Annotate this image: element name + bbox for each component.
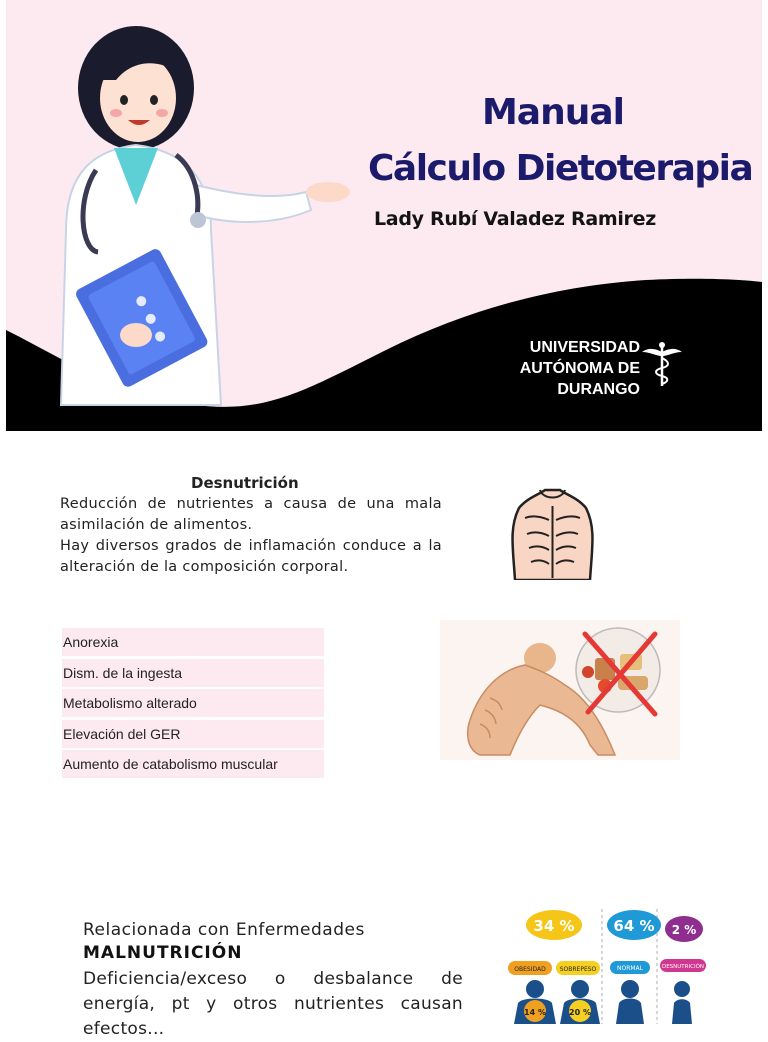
list-item: Dism. de la ingesta bbox=[62, 659, 324, 687]
infographic-label-normal: NORMAL bbox=[616, 965, 644, 972]
university-line1: UNIVERSIDAD bbox=[529, 339, 640, 356]
malnutricion-title: MALNUTRICIÓN bbox=[83, 943, 243, 963]
caduceus-icon bbox=[640, 340, 684, 388]
university-name bbox=[500, 337, 640, 400]
list-item: Elevación del GER bbox=[62, 720, 324, 748]
cover-author: Lady Rubí Valadez Ramirez bbox=[374, 208, 656, 230]
desnutricion-paragraph-2: Hay diversos grados de inflamación conduce a la alteración de la composición corporal. bbox=[60, 538, 442, 575]
list-item: Anorexia bbox=[62, 628, 324, 656]
university-line2: AUTÓNOMA DE bbox=[519, 360, 640, 377]
desnutricion-title: Desnutrición bbox=[191, 474, 299, 492]
infographic-sub-14: 14 % bbox=[524, 1008, 546, 1017]
infographic-label-sobrepeso: SOBREPESO bbox=[559, 966, 597, 973]
list-item: Aumento de catabolismo muscular bbox=[62, 750, 324, 778]
doctor-illustration bbox=[36, 20, 366, 420]
malnourished-person-illustration bbox=[440, 620, 680, 760]
infographic-sub-20: 20 % bbox=[569, 1008, 591, 1017]
infographic-percent-64: 64 % bbox=[613, 917, 655, 935]
symptom-list bbox=[62, 628, 324, 781]
desnutricion-paragraph-1: Reducción de nutrientes a causa de una mala asimilación de alimentos. bbox=[60, 496, 442, 533]
list-item: Metabolismo alterado bbox=[62, 689, 324, 717]
cover-title-line1: Manual bbox=[481, 92, 624, 133]
infographic-label-desnutricion: DESNUTRICIÓN bbox=[661, 964, 705, 970]
university-line3: DURANGO bbox=[557, 381, 640, 398]
nutrition-status-infographic bbox=[500, 905, 715, 1024]
infographic-percent-34: 34 % bbox=[533, 917, 575, 935]
malnutricion-subtitle: Relacionada con Enfermedades bbox=[83, 920, 365, 940]
malnutricion-text: Deficiencia/exceso o desbalance de energía, pt y otros nutrientes causan efectos... bbox=[83, 969, 463, 1039]
infographic-percent-2: 2 % bbox=[671, 923, 697, 937]
cover-title-line2: Cálculo Dietoterapia bbox=[368, 148, 753, 189]
thin-torso-icon bbox=[505, 488, 600, 580]
infographic-label-obesidad: OBESIDAD bbox=[514, 966, 546, 973]
desnutricion-description bbox=[60, 494, 442, 578]
